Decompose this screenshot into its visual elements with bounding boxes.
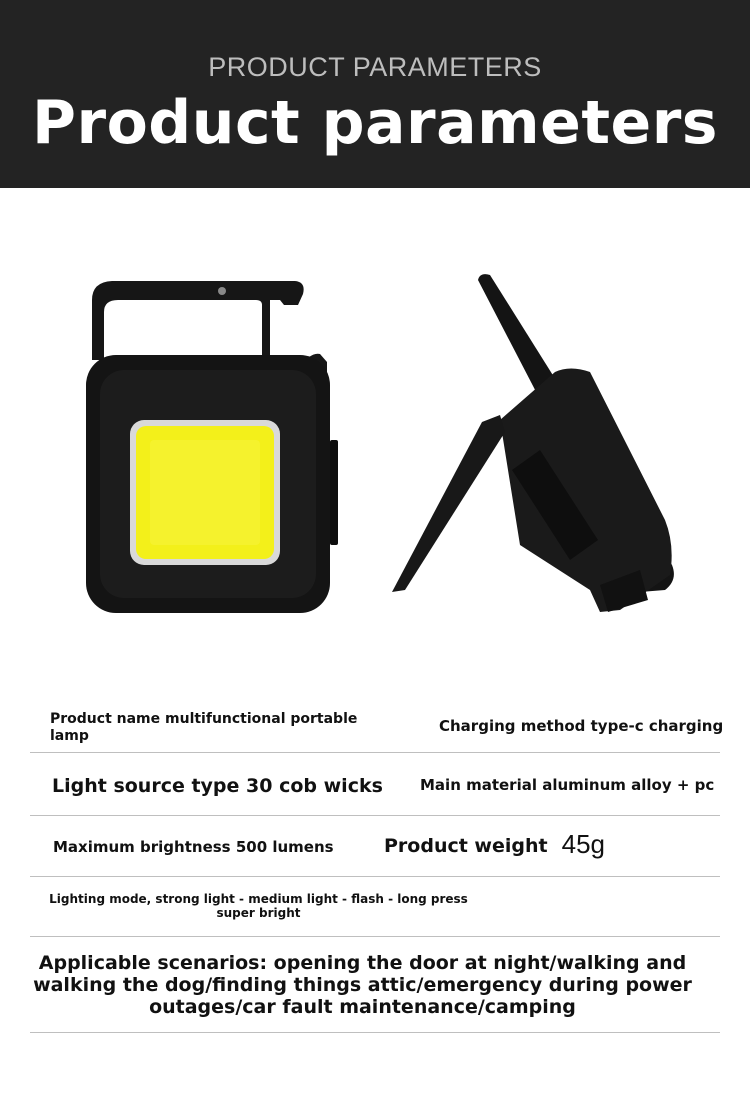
param-charging-method: Charging method type-c charging — [439, 717, 724, 735]
param-applicable-scenarios: Applicable scenarios: opening the door at night/walking and walking the dog/finding things attic/emergency during power outages/car fault maintenance/camping — [33, 952, 692, 1018]
weight-label: Product weight — [384, 835, 548, 857]
divider — [30, 1032, 720, 1033]
header-banner — [0, 0, 750, 188]
divider — [30, 752, 720, 753]
page-title: Product parameters — [32, 88, 718, 158]
divider — [30, 876, 720, 877]
header-subtitle: PRODUCT PARAMETERS — [208, 52, 542, 82]
param-product-weight — [384, 828, 605, 859]
flashlight-front-view — [86, 281, 338, 613]
product-image — [0, 255, 750, 635]
param-light-source: Light source type 30 cob wicks — [52, 775, 383, 797]
param-product-name: Product name multifunctional portable lamp — [50, 711, 358, 744]
divider — [30, 936, 720, 937]
param-max-brightness: Maximum brightness 500 lumens — [53, 838, 334, 856]
weight-value: 45g — [561, 829, 605, 859]
param-lighting-mode: Lighting mode, strong light - medium light - flash - long press super bright — [49, 892, 468, 920]
flashlight-side-view — [392, 274, 674, 612]
param-main-material: Main material aluminum alloy + pc — [420, 776, 715, 794]
divider — [30, 815, 720, 816]
